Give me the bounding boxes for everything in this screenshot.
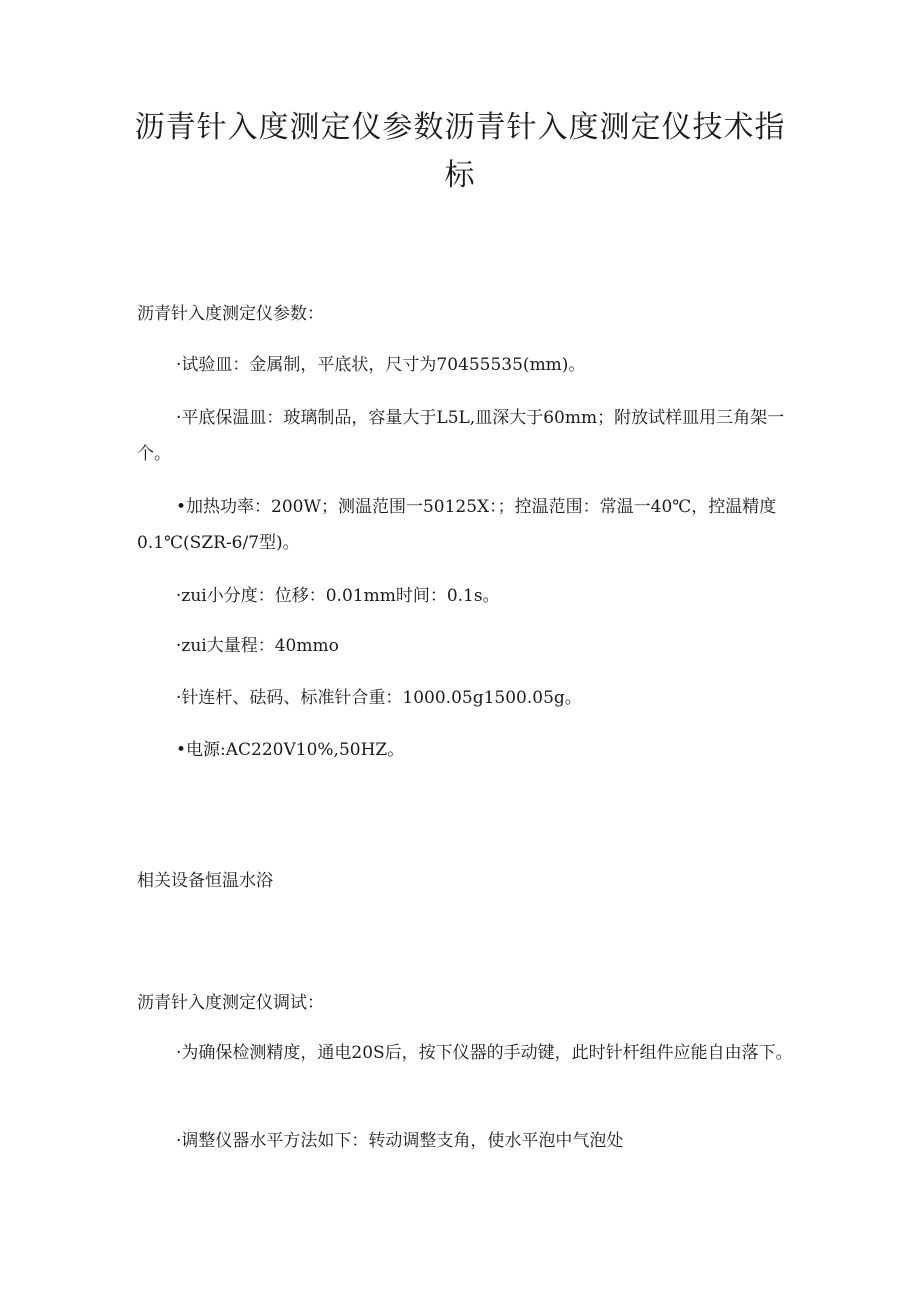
debug-step-leveling: ·调整仪器水平方法如下：转动调整支角，使水平泡中气泡处	[176, 1131, 624, 1151]
param-max-range: ·zui大量程：40mmo	[176, 636, 339, 656]
section-heading-debugging: 沥青针入度测定仪调试：	[137, 993, 324, 1013]
param-test-dish: ·试验皿：金属制，平底状，尺寸为70455535(mm)。	[176, 355, 586, 375]
document-title: 沥青针入度测定仪参数沥青针入度测定仪技术指标	[134, 110, 786, 193]
param-insulated-dish: ·平底保温皿：玻璃制品，容量大于L5L,皿深大于60mm；附放试样皿用三角架一个。	[137, 408, 785, 464]
param-min-resolution: ·zui小分度：位移：0.01mm时间：0.1s。	[176, 586, 500, 606]
related-equipment: 相关设备恒温水浴	[137, 871, 273, 891]
param-needle-weight: ·针连杆、砝码、标准针合重：1000.05g1500.05g。	[176, 688, 582, 708]
section-heading-parameters: 沥青针入度测定仪参数：	[137, 304, 324, 324]
param-power-supply: •电源:AC220V10%,50HZ。	[176, 740, 405, 760]
param-heating-power: •加热功率：200W；测温范围一50125X：；控温范围：常温一40℃，控温精度0.1℃(SZR-6/7型)。	[137, 497, 777, 553]
debug-step-power-on: ·为确保检测精度，通电20S后，按下仪器的手动键，此时针杆组件应能自由落下。	[176, 1043, 793, 1063]
